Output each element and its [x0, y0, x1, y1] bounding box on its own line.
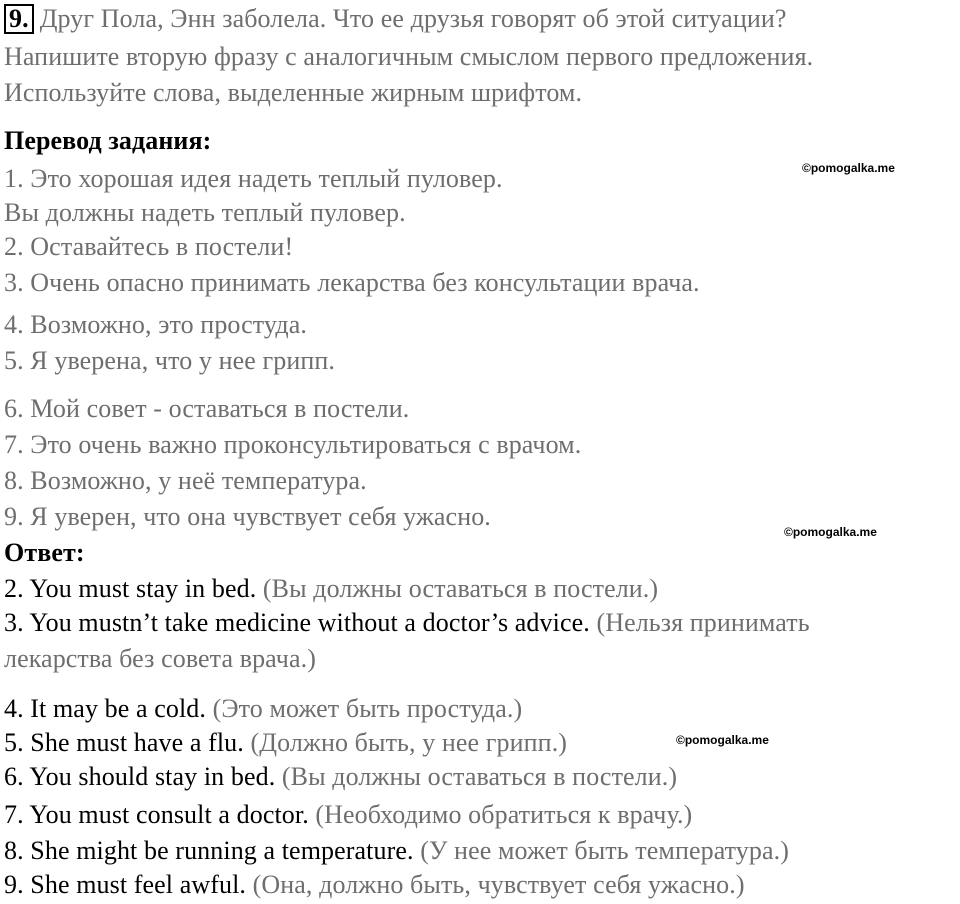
translation-line-9: 8. Возможно, у неё температура. [4, 466, 367, 495]
translation-heading: Перевод задания: [4, 126, 212, 155]
translation-line-6: 5. Я уверена, что у нее грипп. [4, 346, 335, 375]
task-number: 9. [4, 4, 34, 34]
watermark: ©pomogalka.me [784, 525, 877, 539]
answer-line-9 [4, 870, 745, 900]
answer-en: 5. She must have a flu. [4, 728, 244, 757]
answer-en: 6. You should stay in bed. [4, 762, 276, 791]
answer-ru: (Вы должны оставаться в постели.) [256, 574, 659, 603]
translation-line-7: 6. Мой совет - оставаться в постели. [4, 394, 410, 423]
answer-line-3 [4, 644, 316, 674]
task-text-1: Друг Пола, Энн заболела. Что ее друзья говорят об этой ситуации? [39, 4, 787, 33]
translation-line-10: 9. Я уверен, что она чувствует себя ужасно. [4, 502, 491, 531]
answer-line-1 [4, 574, 658, 604]
watermark: ©pomogalka.me [802, 161, 895, 175]
answer-en: 3. You mustn’t take medicine without a doctor’s advice. [4, 608, 590, 637]
translation-line-5: 4. Возможно, это простуда. [4, 310, 307, 339]
answer-ru: (Вы должны оставаться в постели.) [275, 762, 678, 791]
translation-line-4: 3. Очень опасно принимать лекарства без консультации врача. [4, 268, 700, 297]
answer-ru: (Это может быть простуда.) [206, 694, 523, 723]
answer-ru: (Должно быть, у нее грипп.) [243, 728, 568, 757]
translation-line-3: 2. Оставайтесь в постели! [4, 232, 294, 261]
answer-en: 9. She must feel awful. [4, 870, 247, 899]
answer-line-2 [4, 608, 810, 638]
answer-en: 7. You must consult a doctor. [4, 800, 309, 829]
answer-en: 8. She might be running a temperature. [4, 836, 414, 865]
task-line-2: Напишите вторую фразу с аналогичным смыслом первого предложения. [4, 42, 814, 71]
answer-ru: (Необходимо обратиться к врачу.) [308, 800, 693, 829]
answer-line-6 [4, 762, 677, 792]
answer-ru: лекарства без совета врача.) [4, 644, 316, 673]
answer-line-7 [4, 800, 692, 830]
answer-line-8 [4, 836, 789, 866]
answer-ru: (Она, должно быть, чувствует себя ужасно.) [246, 870, 745, 899]
answer-line-5 [4, 728, 567, 758]
answer-heading: Ответ: [4, 538, 85, 567]
answer-ru: (Нельзя принимать [589, 608, 810, 637]
answer-en: 4. It may be a cold. [4, 694, 206, 723]
translation-line-8: 7. Это очень важно проконсультироваться с врачом. [4, 430, 582, 459]
answer-ru: (У нее может быть температура.) [413, 836, 789, 865]
task-line-1 [4, 4, 787, 34]
watermark: ©pomogalka.me [676, 733, 769, 747]
task-line-3: Используйте слова, выделенные жирным шрифтом. [4, 78, 583, 107]
translation-line-2: Вы должны надеть теплый пуловер. [4, 198, 406, 227]
translation-line-1: 1. Это хорошая идея надеть теплый пуловер. [4, 164, 503, 193]
answer-line-4 [4, 694, 522, 724]
answer-en: 2. You must stay in bed. [4, 574, 257, 603]
